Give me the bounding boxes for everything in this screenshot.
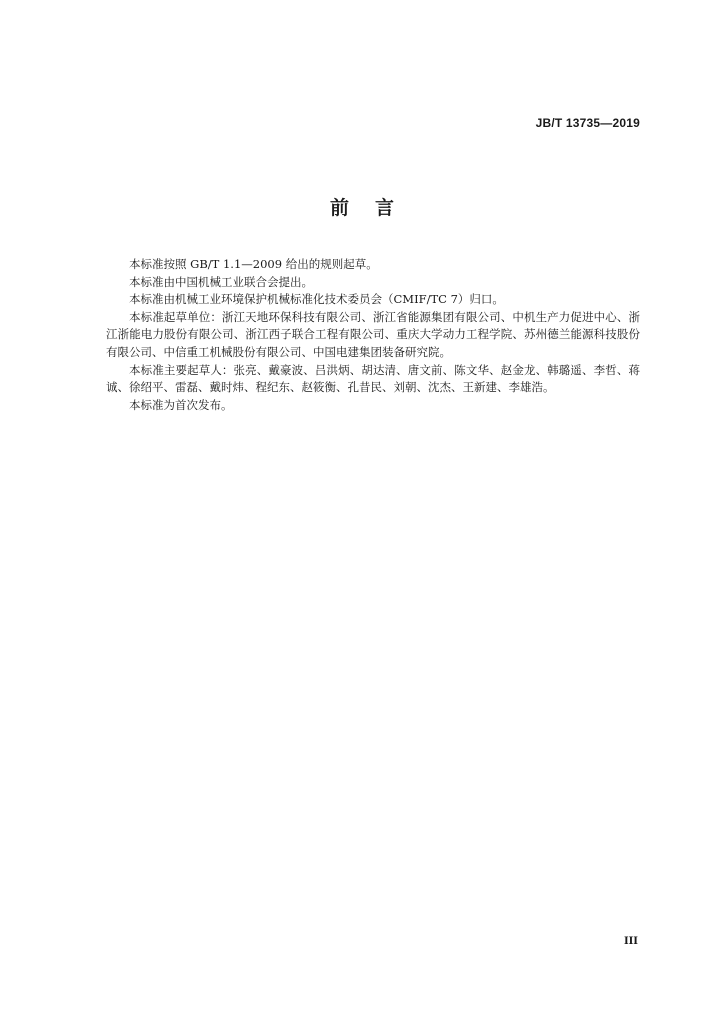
paragraph-first-release: 本标准为首次发布。 [129, 397, 233, 412]
paragraph-main-drafters: 本标准主要起草人：张亮、戴豪波、吕洪炳、胡达清、唐文前、陈文华、赵金龙、韩璐遥、李哲、蒋诚、徐绍平、雷磊、戴时炜、程纪东、赵筱衡、孔昔民、刘朝、沈杰、王新建、李雄浩。 [106, 362, 640, 395]
paragraph-technical-committee: 本标准由机械工业环境保护机械标准化技术委员会（CMIF/TC 7）归口。 [129, 292, 504, 307]
paragraph-drafting-units: 本标准起草单位：浙江天地环保科技有限公司、浙江省能源集团有限公司、中机生产力促进中心、浙江浙能电力股份有限公司、浙江西子联合工程有限公司、重庆大学动力工程学院、苏州德兰能源科技股份有限公司、中信重工机械股份有限公司、中国电建集团装备研究院。 [106, 309, 640, 359]
page-number: III [623, 936, 638, 947]
paragraph-proposer: 本标准由中国机械工业联合会提出。 [129, 274, 313, 289]
page-title: 前言 [329, 197, 420, 219]
foreword-body [106, 256, 640, 414]
standard-number: JB/T 13735—2019 [535, 116, 640, 130]
paragraph-drafting-rules: 本标准按照 GB/T 1.1—2009 给出的规则起草。 [129, 257, 378, 271]
